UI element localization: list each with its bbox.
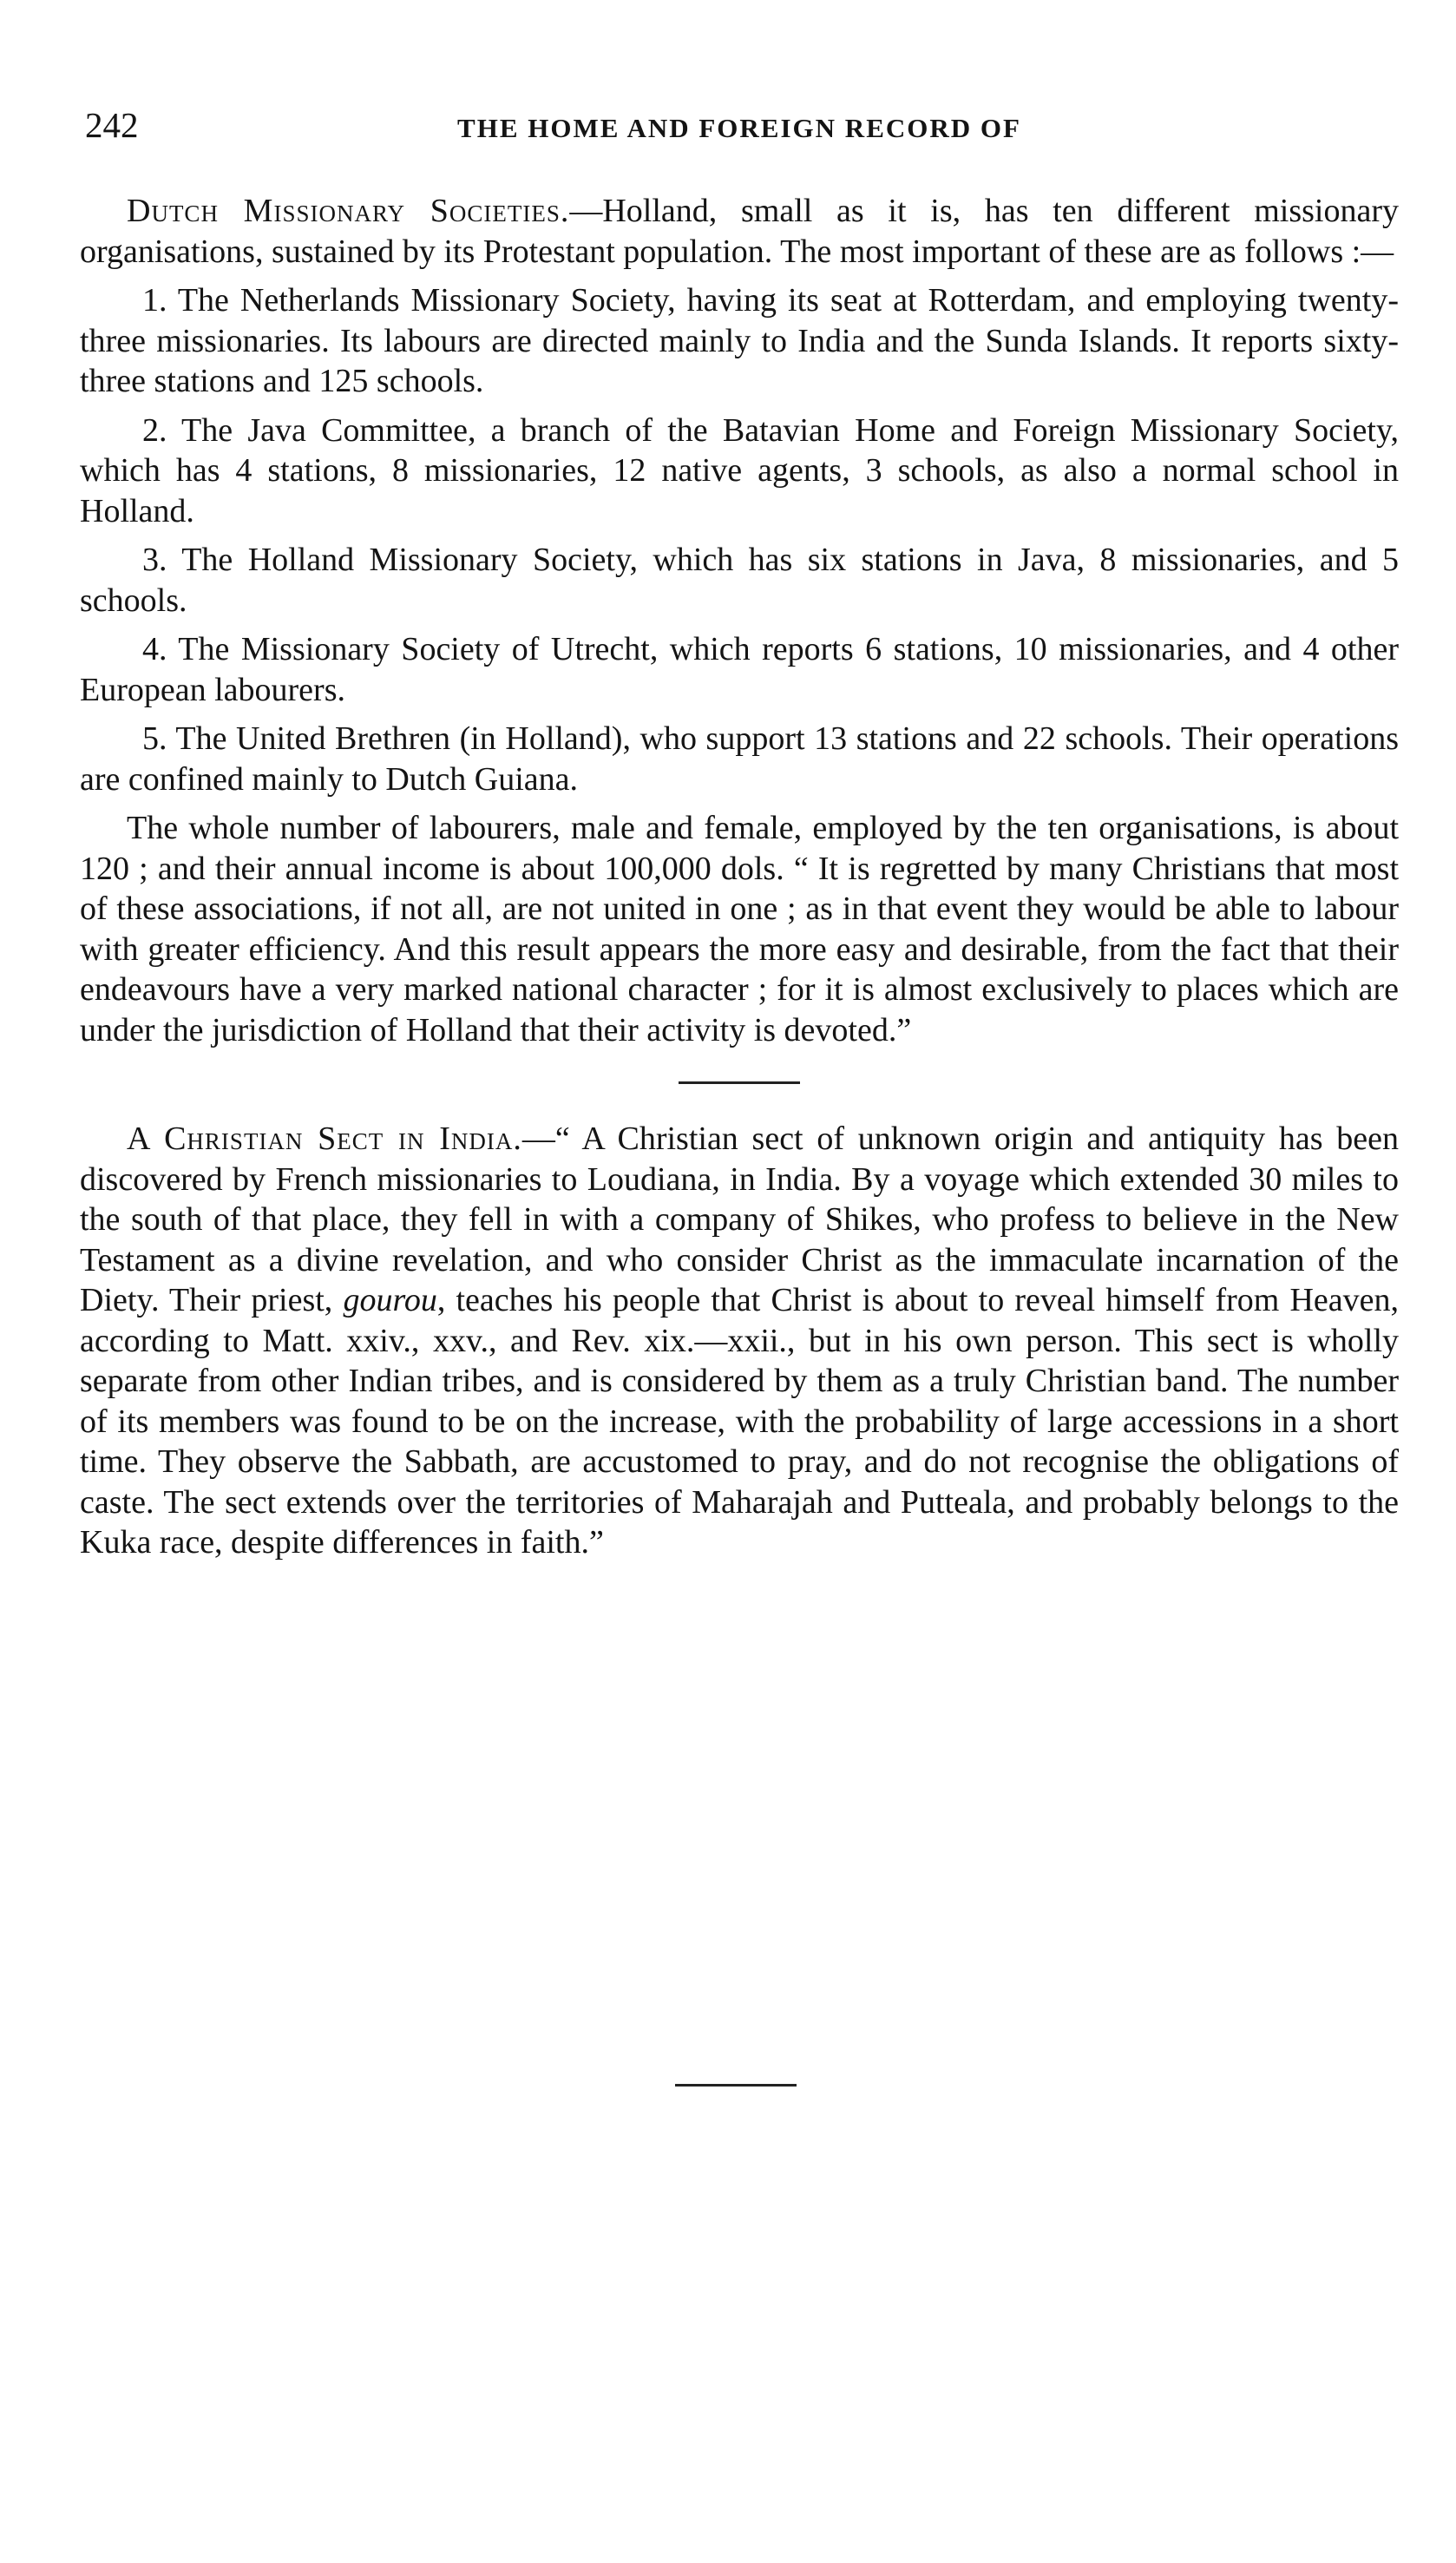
page [80,104,1399,1572]
article-intro [80,191,1399,272]
article-christian-sect-india [80,1119,1399,1563]
italic-term: gourou [343,1282,437,1318]
end-divider [675,2084,797,2087]
page-number: 242 [85,105,139,145]
page-header [80,104,1399,156]
list-item: 1. The Netherlands Missionary Society, having its seat at Rotterdam, and employing twenty-three missionaries. Its labours are directed mainly to India and the Sunda Islands. It reports sixty-three stations and 125 schools. [80,282,1399,399]
article-body [80,1119,1399,1563]
article-closing: The whole number of labourers, male and female, employed by the ten organisations, is about 120 ; and their annual income is about 100,000 dols. “ It is regretted by many Christians that most of these associations, if not all, are not united in one ; as in that event they would be able to labour with greater efficiency. And this result appears the more easy and desirable, from the fact that their endeavours have a very marked national character ; for it is almost exclusively to places which are under the jurisdiction of Holland that their activity is devoted.” [80,810,1399,1048]
article-text-b: , teaches his people that Christ is about to reveal himself from Heaven, according to Matt. xxiv., xxv., and Rev. xix.—xxii., but in his own person. This sect is wholly separate from other Indian tribes, and is considered by them as a truly Christian band. The number of its members was found to be on the increase, with the probability of large accessions in a short time. They observe the Sabbath, are accustomed to pray, and do not recognise the obligations of caste. The sect extends over the territories of Maharajah and Putteala, and probably belongs to the Kuka race, despite differences in faith.” [80,1282,1399,1561]
list-item: 3. The Holland Missionary Society, which has six stations in Java, 8 missionaries, and 5 schools. [80,542,1399,619]
list-item: 5. The United Brethren (in Holland), who support 13 stations and 22 schools. Their operations are confined mainly to Dutch Guiana. [80,720,1399,798]
list-item: 2. The Java Committee, a branch of the Batavian Home and Foreign Missionary Society, which has 4 stations, 8 missionaries, 12 native agents, 3 schools, as also a normal school in Holland. [80,411,1399,529]
list-item: 4. The Missionary Society of Utrecht, which reports 6 stations, 10 missionaries, and 4 other European labourers. [80,631,1399,708]
article-heading: A Christian Sect in India. [127,1120,522,1157]
article-text-a: —“ A Christian sect of unknown origin and antiquity has been discovered by French missionaries to Loudiana, in India. By a voyage which extended 30 miles to the south of that place, they fell in with a company of Shikes, who profess to believe in the New Testament as a divine revelation, and who consider Christ as the immaculate incarnation of the Diety. Their priest, [80,1120,1399,1318]
article-dutch-missionary-societies [80,191,1399,1050]
running-title: THE HOME AND FOREIGN RECORD OF [457,113,1021,143]
article-heading: Dutch Missionary Societies. [127,193,570,229]
section-divider [679,1081,800,1084]
article-intro-text: —Holland, small as it is, has ten different missionary organisations, sustained by its Protestant population. The most important of these are as follows :— [80,193,1400,270]
